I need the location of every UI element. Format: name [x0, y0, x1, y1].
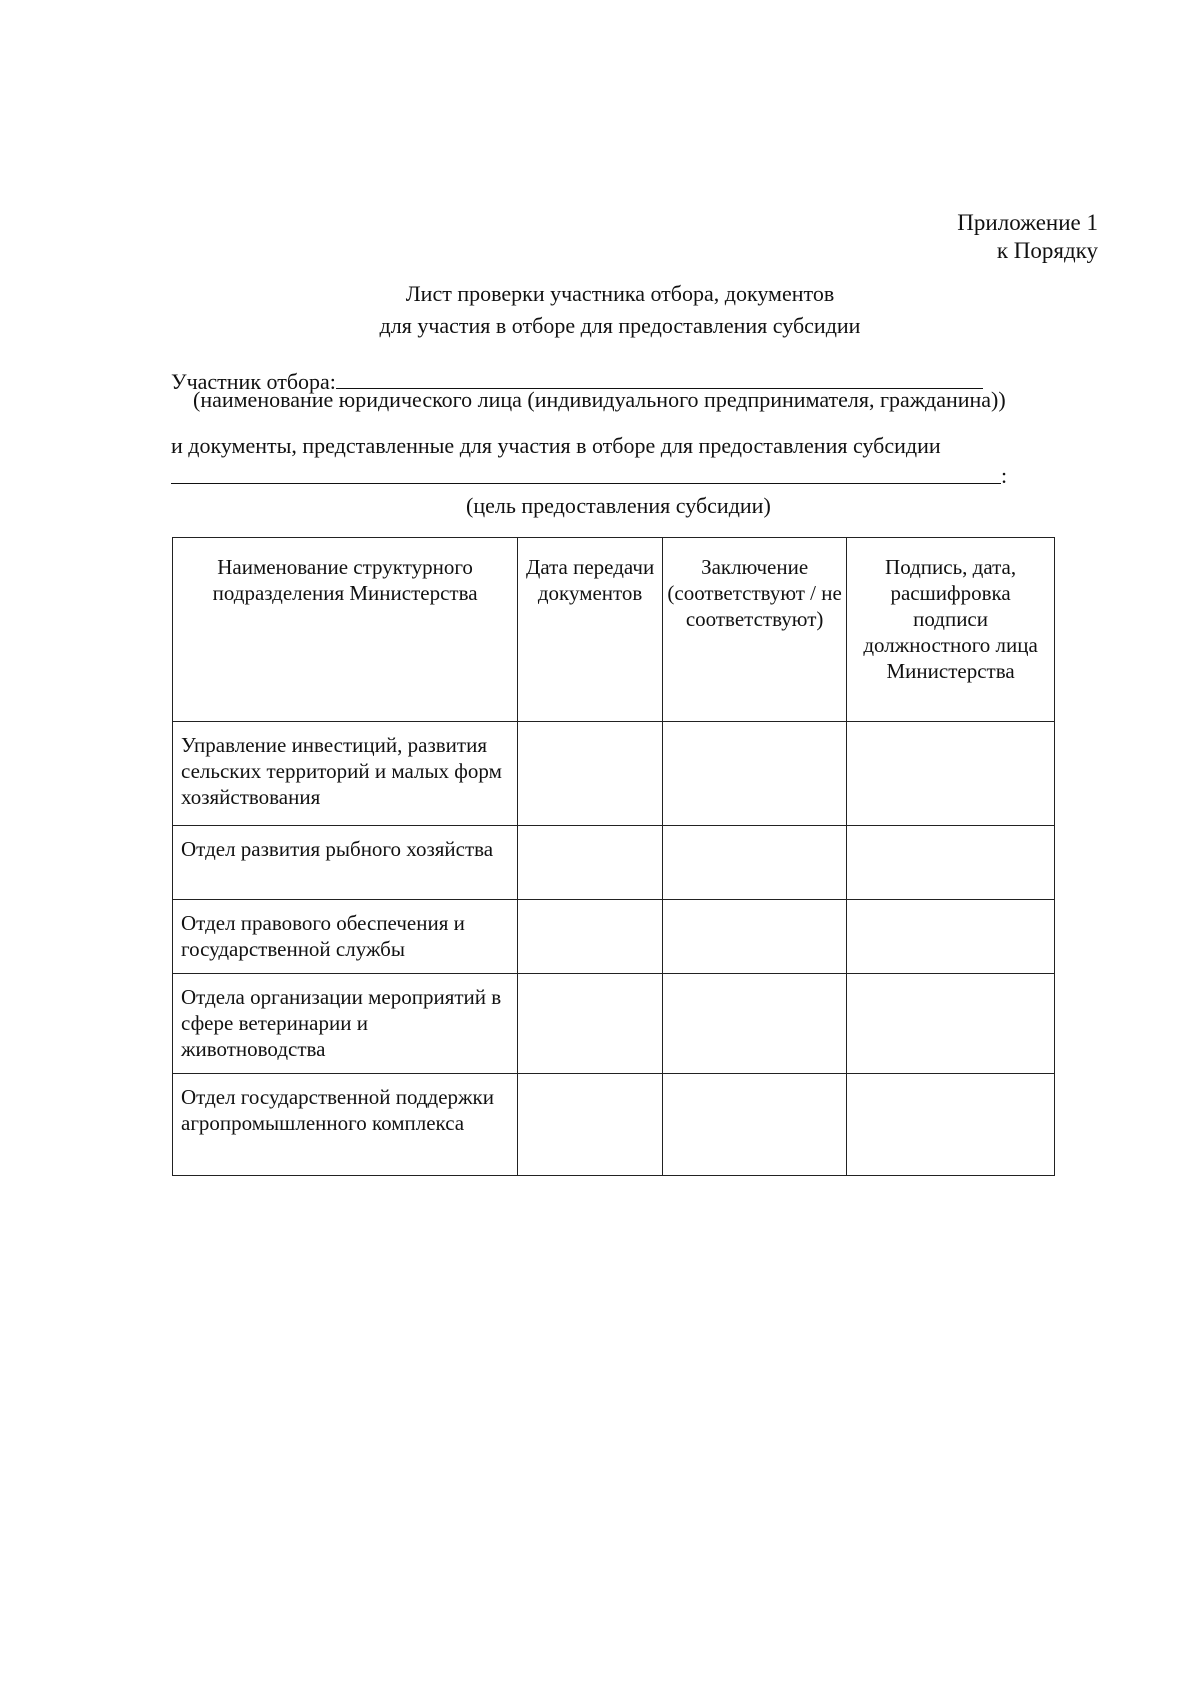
table-row [173, 722, 1055, 826]
conclusion-cell[interactable] [663, 722, 847, 826]
title-line-1: Лист проверки участника отбора, документов [405, 281, 835, 306]
transfer-date-cell[interactable] [518, 974, 663, 1074]
table-row [173, 1074, 1055, 1176]
division-name: Управление инвестиций, развития сельских территорий и малых форм хозяйствования [173, 722, 518, 826]
conclusion-cell[interactable] [663, 826, 847, 900]
appendix-number: Приложение 1 [957, 210, 1098, 235]
transfer-date-cell[interactable] [518, 900, 663, 974]
conclusion-cell[interactable] [663, 974, 847, 1074]
division-name: Отдел государственной поддержки агропромышленного комплекса [173, 1074, 518, 1176]
signature-cell[interactable] [847, 1074, 1055, 1176]
subsidy-purpose-blank-line[interactable] [171, 483, 1001, 484]
header-conclusion: Заключение (соответствуют / не соответствуют) [663, 538, 847, 722]
table-header-row [173, 538, 1055, 722]
signature-cell[interactable] [847, 974, 1055, 1074]
transfer-date-cell[interactable] [518, 722, 663, 826]
participant-label: Участник отбора: [171, 369, 336, 394]
conclusion-cell[interactable] [663, 1074, 847, 1176]
division-name: Отдела организации мероприятий в сфере ветеринарии и животноводства [173, 974, 518, 1074]
documents-text: и документы, представленные для участия в отборе для предоставления субсидии [171, 433, 941, 458]
title-line-2: для участия в отборе для предоставления субсидии [379, 313, 861, 338]
appendix-procedure: к Порядку [996, 238, 1098, 263]
header-transfer-date: Дата передачи документов [518, 538, 663, 722]
transfer-date-cell[interactable] [518, 826, 663, 900]
transfer-date-cell[interactable] [518, 1074, 663, 1176]
signature-cell[interactable] [847, 826, 1055, 900]
table-row [173, 974, 1055, 1074]
appendix-reference [957, 209, 1098, 265]
division-name: Отдел развития рыбного хозяйства [173, 826, 518, 900]
signature-cell[interactable] [847, 900, 1055, 974]
participant-note: (наименование юридического лица (индивидуального предпринимателя, гражданина)) [193, 387, 1006, 412]
table-row [173, 900, 1055, 974]
division-name: Отдел правового обеспечения и государственной службы [173, 900, 518, 974]
documents-colon: : [1001, 463, 1008, 488]
subsidy-purpose-note: (цель предоставления субсидии) [466, 493, 771, 518]
header-division: Наименование структурного подразделения Министерства [173, 538, 518, 722]
header-signature: Подпись, дата, расшифровка подписи должностного лица Министерства [847, 538, 1055, 722]
verification-table [172, 537, 1055, 1176]
conclusion-cell[interactable] [663, 900, 847, 974]
table-row [173, 826, 1055, 900]
signature-cell[interactable] [847, 722, 1055, 826]
document-title [170, 278, 1070, 342]
